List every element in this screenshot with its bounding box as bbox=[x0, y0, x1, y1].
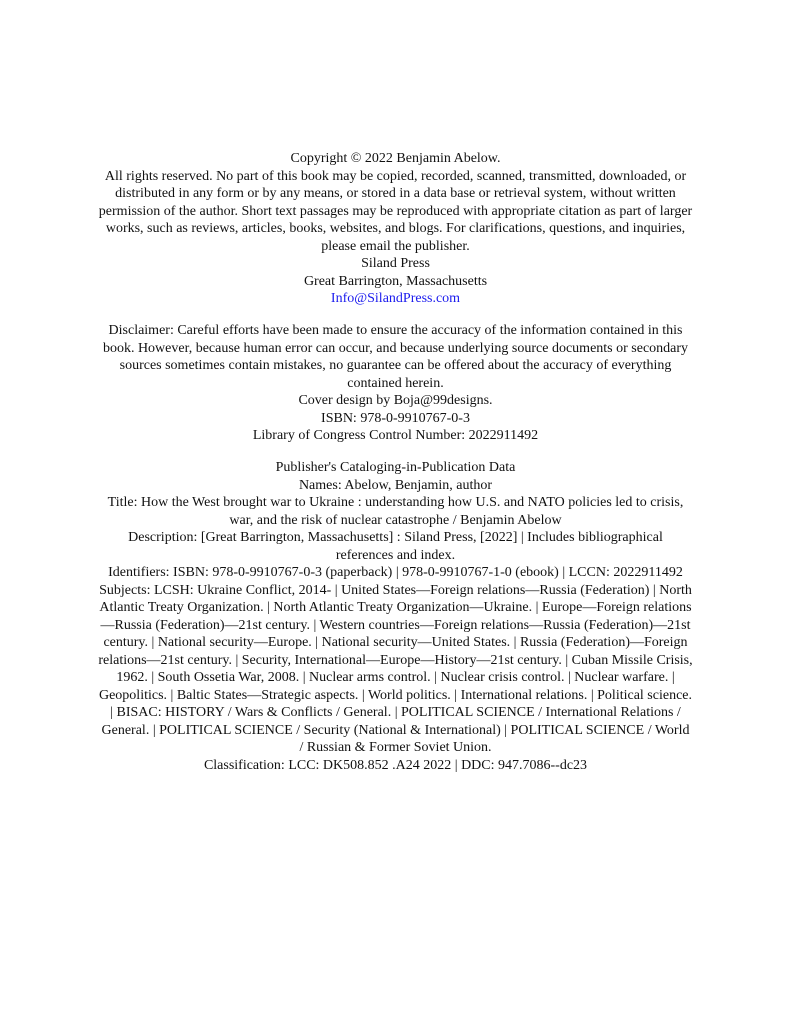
isbn: ISBN: 978-0-9910767-0-3 bbox=[321, 410, 470, 426]
cip-title: Title: How the West brought war to Ukraine : understanding how U.S. and NATO policies led to crisis, war, and the risk of nuclear catastrophe / Benjamin Abelow bbox=[107, 495, 684, 528]
cip-heading: Publisher's Cataloging-in-Publication Data bbox=[275, 460, 516, 475]
cip-identifiers: Identifiers: ISBN: 978-0-9910767-0-3 (paperback) | 978-0-9910767-1-0 (ebook) | LCCN: 2022911492 bbox=[108, 565, 683, 580]
cip-classification: Classification: LCC: DK508.852 .A24 2022 | DDC: 947.7086--dc23 bbox=[203, 757, 588, 773]
copyright-line: Copyright © 2022 Benjamin Abelow. bbox=[290, 151, 501, 166]
cip-subjects: Subjects: LCSH: Ukraine Conflict, 2014- | United States—Foreign relations—Russia (Federation) | North Atlantic Treaty Organization. | North Atlantic Treaty Organization—Ukraine. | Europe—Foreign relations—Russia (Federation)—21st century. | Western countries—Foreign relations—Russia (Federation)—21st century. | National security—Europe. | National security—United States. | Russia (Federation)—Foreign relations—21st century. | Security, International—Europe—History—21st century. | Cuban Missile Crisis, 1962. | South Ossetia War, 2008. | Nuclear arms control. | Nuclear crisis control. | Nuclear warfare. | Geopolitics. | Baltic States—Strategic aspects. | World politics. | International relations. | Political science. | BISAC: HISTORY / Wars & Conflicts / General. | POLITICAL SCIENCE / International Relations / General. | POLITICAL SCIENCE / Security (National & International) | POLITICAL SCIENCE / World / Russian & Former Soviet Union. bbox=[98, 582, 693, 755]
lccn: Library of Congress Control Number: 2022911492 bbox=[252, 428, 539, 443]
publisher-email-link[interactable]: Info@SilandPress.com bbox=[330, 291, 461, 306]
cip-names: Names: Abelow, Benjamin, author bbox=[298, 477, 493, 493]
cip-description: Description: [Great Barrington, Massachusetts] : Siland Press, [2022] | Includes bibliographical references and index. bbox=[128, 530, 663, 563]
cover-design-credit: Cover design by Boja@99designs. bbox=[298, 393, 493, 408]
disclaimer: Disclaimer: Careful efforts have been made to ensure the accuracy of the information contained in this book. However, because human error can occur, and because underlying source documents or secondary sources sometimes contain mistakes, no guarantee can be offered about the accuracy of everything contained herein. bbox=[102, 323, 689, 391]
rights-statement: All rights reserved. No part of this book may be copied, recorded, scanned, transmitted, downloaded, or distributed in any form or by any means, or stored in a data base or retrieval system, without written permission of the author. Short text passages may be reproduced with appropriate citation as part of larger works, such as reviews, articles, books, websites, and blogs. For clarifications, questions, and inquiries, please email the publisher. bbox=[98, 168, 693, 254]
publisher-name: Siland Press bbox=[361, 256, 430, 271]
publisher-info bbox=[98, 255, 693, 308]
copyright-page bbox=[98, 150, 693, 774]
isbn-lccn-info bbox=[98, 410, 693, 445]
publisher-location: Great Barrington, Massachusetts bbox=[303, 273, 488, 289]
